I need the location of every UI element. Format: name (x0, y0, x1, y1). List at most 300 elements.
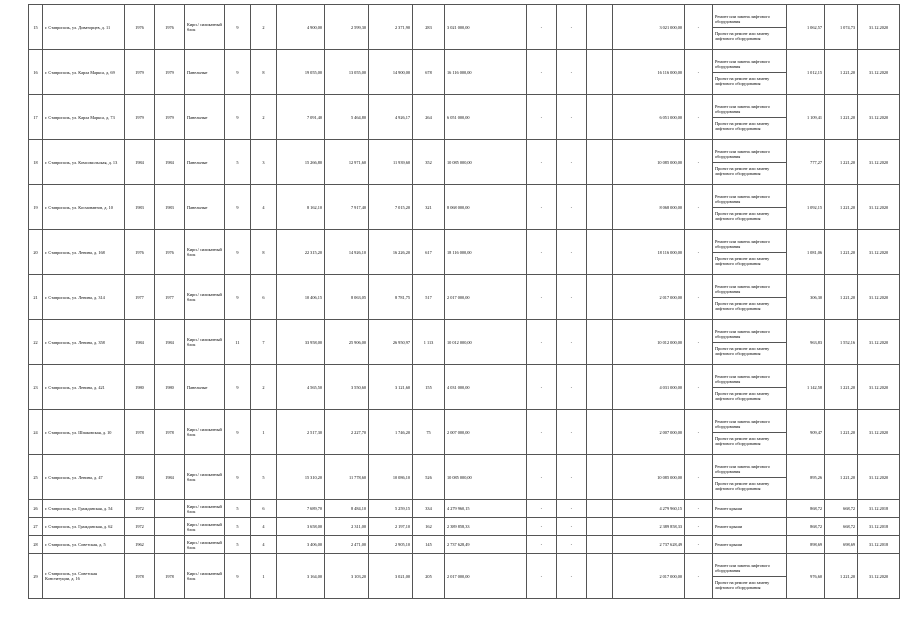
cell-fl: 9 (225, 185, 251, 230)
cell-d2: - (557, 455, 587, 500)
cell-tot: 4 279 960,15 (445, 500, 527, 518)
empty-cell (587, 410, 613, 455)
cell-mat: Панельные (185, 95, 225, 140)
work-type-primary: Ремонт или замена лифтового оборудования (713, 419, 786, 433)
cell-u1: 1 081,06 (787, 230, 825, 275)
empty-cell (587, 518, 613, 536)
cell-a1: 7 689,70 (277, 500, 325, 518)
cell-a1: 4 900,00 (277, 5, 325, 50)
work-type-cell (713, 518, 787, 536)
table-row (29, 455, 900, 500)
cell-en: 2 (251, 95, 277, 140)
cell-fund: 2 017 000,00 (613, 554, 685, 599)
empty-cell (587, 50, 613, 95)
work-type-cell (713, 5, 787, 50)
work-type-primary: Ремонт или замена лифтового оборудования (713, 284, 786, 298)
cell-tot: 10 085 000,00 (445, 455, 527, 500)
empty-cell (587, 5, 613, 50)
empty-cell (587, 185, 613, 230)
cell-u2: 1 221,20 (825, 455, 858, 500)
cell-dt: 31.12.2020 (858, 410, 900, 455)
cell-a2: 3 550,60 (325, 365, 369, 410)
work-type-secondary: Проект на ремонт или замену лифтового оборудования (715, 579, 770, 590)
cell-y1: 1979 (125, 95, 155, 140)
cell-mat: Кирп./ силикатный блок (185, 554, 225, 599)
table-row (29, 230, 900, 275)
cell-mat: Кирп./ силикатный блок (185, 230, 225, 275)
table-row (29, 5, 900, 50)
cell-a3: 26 950,97 (369, 320, 413, 365)
cell-d1: - (527, 50, 557, 95)
cell-fund: 10 085 000,00 (613, 455, 685, 500)
cell-fund: 4 279 960,15 (613, 500, 685, 518)
cell-y2: 1983 (155, 185, 185, 230)
empty-cell (587, 500, 613, 518)
cell-fund: 3 021 000,00 (613, 5, 685, 50)
work-type-secondary: Проект на ремонт или замену лифтового оборудования (715, 210, 770, 221)
table-row (29, 410, 900, 455)
cell-dt: 31.12.2020 (858, 320, 900, 365)
table-row (29, 95, 900, 140)
cell-d1: - (527, 95, 557, 140)
cell-en: 4 (251, 185, 277, 230)
cell-a2: 12 971,60 (325, 140, 369, 185)
cell-u1: 868,72 (787, 500, 825, 518)
cell-d2: - (557, 50, 587, 95)
cell-d1: - (527, 500, 557, 518)
cell-y1: 1983 (125, 185, 155, 230)
work-type-primary: Ремонт крыши (715, 542, 743, 547)
table-row (29, 320, 900, 365)
cell-fund: 4 031 000,00 (613, 365, 685, 410)
cell-d1: - (527, 410, 557, 455)
work-type-cell (713, 365, 787, 410)
cell-addr: г. Ставрополь, ул. Карла Маркса, д. 73 (43, 95, 125, 140)
cell-fl: 5 (225, 500, 251, 518)
work-type-secondary: Проект на ремонт или замену лифтового оборудования (715, 255, 770, 266)
cell-n: 23 (29, 365, 43, 410)
work-type-secondary: Проект на ремонт или замену лифтового оборудования (715, 345, 770, 356)
cell-tot: 3 021 000,00 (445, 5, 527, 50)
cell-y2: 1984 (155, 140, 185, 185)
table-row (29, 518, 900, 536)
cell-res: 526 (413, 455, 445, 500)
cell-tot: 2 737 628,49 (445, 536, 527, 554)
cell-y2: 1984 (155, 320, 185, 365)
cell-n: 26 (29, 500, 43, 518)
cell-res: 334 (413, 500, 445, 518)
cell-dt: 31.12.2020 (858, 95, 900, 140)
cell-dt: 31.12.2018 (858, 500, 900, 518)
cell-y1: 1978 (125, 410, 155, 455)
cell-addr: г. Ставрополь, ул. Доваторцев, д. 11 (43, 5, 125, 50)
empty-cell (587, 230, 613, 275)
cell-y2 (155, 500, 185, 518)
cell-y2: 1976 (155, 5, 185, 50)
work-type-primary: Ремонт крыши (715, 524, 743, 529)
cell-u2: 1 221,20 (825, 554, 858, 599)
cell-u2: 1 074,73 (825, 5, 858, 50)
cell-y2: 1978 (155, 554, 185, 599)
cell-u1: 1 092,15 (787, 185, 825, 230)
cell-mat: Кирп./ силикатный блок (185, 455, 225, 500)
cell-u2: 1 221,20 (825, 230, 858, 275)
cell-d1: - (527, 275, 557, 320)
cell-a1: 22 315,20 (277, 230, 325, 275)
cell-addr: г. Ставрополь, ул. Карла Маркса, д. 69 (43, 50, 125, 95)
cell-a2: 11 778,60 (325, 455, 369, 500)
cell-res: 1 113 (413, 320, 445, 365)
cell-fl: 5 (225, 140, 251, 185)
cell-a2: 2 471,00 (325, 536, 369, 554)
cell-n: 21 (29, 275, 43, 320)
cell-d1: - (527, 518, 557, 536)
cell-mat: Кирп./ силикатный блок (185, 5, 225, 50)
cell-a1: 3 406,00 (277, 536, 325, 554)
cell-n: 27 (29, 518, 43, 536)
cell-n: 17 (29, 95, 43, 140)
cell-u2: 1 221,20 (825, 95, 858, 140)
cell-y2: 1978 (155, 410, 185, 455)
work-type-secondary: Проект на ремонт или замену лифтового оборудования (715, 30, 770, 41)
cell-a3: 16 226,20 (369, 230, 413, 275)
cell-u2: 1 221,20 (825, 185, 858, 230)
cell-mat: Панельные (185, 365, 225, 410)
cell-d3: - (685, 95, 713, 140)
cell-u2: 1 221,20 (825, 50, 858, 95)
cell-d1: - (527, 554, 557, 599)
cell-a3: 2 197,10 (369, 518, 413, 536)
cell-fl: 9 (225, 50, 251, 95)
cell-a2: 3 103,20 (325, 554, 369, 599)
cell-addr: г. Ставрополь, ул. Ленина, д. 168 (43, 230, 125, 275)
cell-dt: 31.12.2020 (858, 365, 900, 410)
cell-tot: 8 068 000,00 (445, 185, 527, 230)
cell-tot: 2 389 858,33 (445, 518, 527, 536)
cell-d3: - (685, 5, 713, 50)
cell-mat: Панельные (185, 140, 225, 185)
cell-d2: - (557, 410, 587, 455)
work-type-cell (713, 275, 787, 320)
cell-tot: 2 017 000,00 (445, 554, 527, 599)
cell-a1: 4 565,50 (277, 365, 325, 410)
cell-y2: 1976 (155, 230, 185, 275)
cell-en: 7 (251, 320, 277, 365)
cell-u1: 868,72 (787, 518, 825, 536)
cell-d1: - (527, 5, 557, 50)
cell-u1: 1 142,58 (787, 365, 825, 410)
cell-a2: 2 227,70 (325, 410, 369, 455)
cell-mat: Кирп./ силикатный блок (185, 500, 225, 518)
cell-addr: г. Ставрополь, ул. Космонавтов, д. 10 (43, 185, 125, 230)
cell-u1: 898,69 (787, 536, 825, 554)
cell-dt: 31.12.2020 (858, 554, 900, 599)
cell-y1: 1972 (125, 500, 155, 518)
cell-en: 2 (251, 5, 277, 50)
cell-y1: 1980 (125, 365, 155, 410)
cell-d2: - (557, 500, 587, 518)
cell-a3: 4 926,17 (369, 95, 413, 140)
cell-tot: 4 031 000,00 (445, 365, 527, 410)
work-type-primary: Ремонт или замена лифтового оборудования (713, 374, 786, 388)
work-type-cell (713, 230, 787, 275)
cell-res: 205 (413, 554, 445, 599)
cell-u2: 1 221,20 (825, 275, 858, 320)
cell-a1: 15 266,80 (277, 140, 325, 185)
table-row (29, 140, 900, 185)
cell-n: 15 (29, 5, 43, 50)
cell-res: 352 (413, 140, 445, 185)
cell-mat: Кирп./ силикатный блок (185, 275, 225, 320)
cell-dt: 31.12.2020 (858, 5, 900, 50)
cell-n: 20 (29, 230, 43, 275)
cell-d3: - (685, 230, 713, 275)
empty-cell (587, 140, 613, 185)
work-type-secondary: Проект на ремонт или замену лифтового оборудования (715, 165, 770, 176)
cell-fund: 16 116 000,00 (613, 50, 685, 95)
cell-addr: г. Ставрополь, ул. Гражданская, д. 62 (43, 518, 125, 536)
cell-d3: - (685, 500, 713, 518)
cell-mat: Кирп./ силикатный блок (185, 410, 225, 455)
cell-en: 8 (251, 230, 277, 275)
cell-a2: 7 917,40 (325, 185, 369, 230)
cell-fund: 2 017 000,00 (613, 275, 685, 320)
cell-dt: 31.12.2020 (858, 230, 900, 275)
work-type-secondary: Проект на ремонт или замену лифтового оборудования (715, 390, 770, 401)
work-type-primary: Ремонт или замена лифтового оборудования (713, 59, 786, 73)
cell-res: 617 (413, 230, 445, 275)
cell-dt: 31.12.2020 (858, 185, 900, 230)
empty-cell (587, 536, 613, 554)
cell-d3: - (685, 140, 713, 185)
cell-dt: 31.12.2018 (858, 536, 900, 554)
cell-y2: 1979 (155, 95, 185, 140)
cell-a2: 5 464,80 (325, 95, 369, 140)
cell-en: 1 (251, 554, 277, 599)
cell-en: 2 (251, 365, 277, 410)
empty-cell (587, 365, 613, 410)
cell-y1: 1977 (125, 275, 155, 320)
cell-dt: 31.12.2020 (858, 275, 900, 320)
cell-a1: 3 658,00 (277, 518, 325, 536)
cell-y2: 1979 (155, 50, 185, 95)
cell-u2: 1 552,16 (825, 320, 858, 365)
cell-fund: 10 085 000,00 (613, 140, 685, 185)
cell-addr: г. Ставрополь, ул. Комсомольская, д. 13 (43, 140, 125, 185)
cell-n: 19 (29, 185, 43, 230)
empty-cell (587, 95, 613, 140)
table-row (29, 554, 900, 599)
work-type-cell (713, 455, 787, 500)
cell-d2: - (557, 5, 587, 50)
cell-d3: - (685, 410, 713, 455)
cell-d3: - (685, 365, 713, 410)
cell-fl: 9 (225, 95, 251, 140)
cell-u1: 976,60 (787, 554, 825, 599)
cell-u1: 306,30 (787, 275, 825, 320)
cell-en: 4 (251, 536, 277, 554)
cell-a3: 7 015,20 (369, 185, 413, 230)
cell-en: 3 (251, 140, 277, 185)
cell-a3: 5 259,15 (369, 500, 413, 518)
cell-fund: 18 116 000,00 (613, 230, 685, 275)
cell-d2: - (557, 275, 587, 320)
cell-mat: Кирп./ силикатный блок (185, 320, 225, 365)
cell-a2: 2 599,30 (325, 5, 369, 50)
cell-fl: 9 (225, 5, 251, 50)
cell-en: 8 (251, 50, 277, 95)
cell-fl: 9 (225, 230, 251, 275)
cell-res: 155 (413, 365, 445, 410)
cell-res: 321 (413, 185, 445, 230)
cell-n: 18 (29, 140, 43, 185)
cell-res: 75 (413, 410, 445, 455)
cell-fund: 10 012 000,00 (613, 320, 685, 365)
cell-res: 678 (413, 50, 445, 95)
cell-res: 283 (413, 5, 445, 50)
cell-fl: 9 (225, 455, 251, 500)
cell-addr: г. Ставрополь, ул. Ленина, д. 358 (43, 320, 125, 365)
housing-repair-table (28, 4, 900, 599)
cell-d1: - (527, 185, 557, 230)
cell-a3: 11 939,60 (369, 140, 413, 185)
cell-a2: 8 484,10 (325, 500, 369, 518)
cell-u2: 1 221,20 (825, 365, 858, 410)
cell-a2: 8 063,05 (325, 275, 369, 320)
cell-d3: - (685, 554, 713, 599)
cell-fl: 9 (225, 554, 251, 599)
work-type-cell (713, 320, 787, 365)
cell-a2: 25 906,00 (325, 320, 369, 365)
cell-a3: 3 121,60 (369, 365, 413, 410)
cell-y1: 1976 (125, 230, 155, 275)
work-type-secondary: Проект на ремонт или замену лифтового оборудования (715, 75, 770, 86)
cell-u2: 1 221,20 (825, 410, 858, 455)
table-row (29, 50, 900, 95)
cell-fl: 5 (225, 518, 251, 536)
cell-u1: 963,83 (787, 320, 825, 365)
cell-dt: 31.12.2020 (858, 455, 900, 500)
cell-addr: г. Ставрополь, ул. Ленина, д. 47 (43, 455, 125, 500)
cell-dt: 31.12.2020 (858, 50, 900, 95)
cell-mat: Кирп./ силикатный блок (185, 536, 225, 554)
cell-d1: - (527, 365, 557, 410)
cell-u2: 698,69 (825, 536, 858, 554)
cell-res: 517 (413, 275, 445, 320)
work-type-primary: Ремонт или замена лифтового оборудования (713, 464, 786, 478)
cell-a1: 7 091,40 (277, 95, 325, 140)
cell-fl: 9 (225, 275, 251, 320)
cell-tot: 18 116 000,00 (445, 230, 527, 275)
table-row (29, 500, 900, 518)
cell-d1: - (527, 320, 557, 365)
cell-a1: 19 055,00 (277, 50, 325, 95)
cell-d3: - (685, 185, 713, 230)
cell-a2: 13 055,00 (325, 50, 369, 95)
cell-addr: г. Ставрополь, ул. Ленина, д. 421 (43, 365, 125, 410)
work-type-secondary: Проект на ремонт или замену лифтового оборудования (715, 300, 770, 311)
cell-d3: - (685, 455, 713, 500)
work-type-primary: Ремонт или замена лифтового оборудования (713, 104, 786, 118)
cell-en: 6 (251, 275, 277, 320)
work-type-primary: Ремонт или замена лифтового оборудования (713, 239, 786, 253)
cell-fund: 2 007 000,00 (613, 410, 685, 455)
cell-a3: 1 746,20 (369, 410, 413, 455)
cell-u1: 909,47 (787, 410, 825, 455)
cell-tot: 2 007 000,00 (445, 410, 527, 455)
cell-u2: 1 221,20 (825, 140, 858, 185)
cell-addr: г. Ставрополь, ул. Ленина, д. 314 (43, 275, 125, 320)
cell-a2: 2 311,00 (325, 518, 369, 536)
work-type-primary: Ремонт или замена лифтового оборудования (713, 14, 786, 28)
cell-d3: - (685, 518, 713, 536)
cell-u1: 777,27 (787, 140, 825, 185)
empty-cell (587, 554, 613, 599)
table-row (29, 185, 900, 230)
cell-d2: - (557, 554, 587, 599)
work-type-primary: Ремонт или замена лифтового оборудования (713, 149, 786, 163)
cell-y1: 1962 (125, 536, 155, 554)
cell-y1: 1972 (125, 518, 155, 536)
cell-y2: 1977 (155, 275, 185, 320)
table-row (29, 275, 900, 320)
cell-n: 22 (29, 320, 43, 365)
work-type-primary: Ремонт или замена лифтового оборудования (713, 329, 786, 343)
cell-tot: 10 012 000,00 (445, 320, 527, 365)
work-type-primary: Ремонт или замена лифтового оборудования (713, 563, 786, 577)
cell-fund: 2 737 628,49 (613, 536, 685, 554)
work-type-secondary: Проект на ремонт или замену лифтового оборудования (715, 435, 770, 446)
cell-y2: 1984 (155, 455, 185, 500)
cell-n: 28 (29, 536, 43, 554)
work-type-cell (713, 95, 787, 140)
cell-res: 145 (413, 536, 445, 554)
work-type-cell (713, 500, 787, 518)
cell-fund: 6 051 000,00 (613, 95, 685, 140)
cell-d2: - (557, 320, 587, 365)
cell-a3: 3 021,00 (369, 554, 413, 599)
cell-y1: 1984 (125, 320, 155, 365)
work-type-cell (713, 140, 787, 185)
cell-mat: Панельные (185, 185, 225, 230)
cell-d2: - (557, 365, 587, 410)
cell-addr: г. Ставрополь, ул. Советская, д. 5 (43, 536, 125, 554)
table-row (29, 536, 900, 554)
work-type-primary: Ремонт или замена лифтового оборудования (713, 194, 786, 208)
work-type-cell (713, 536, 787, 554)
cell-mat: Кирп./ силикатный блок (185, 518, 225, 536)
cell-y1: 1978 (125, 554, 155, 599)
cell-d2: - (557, 230, 587, 275)
cell-en: 4 (251, 518, 277, 536)
cell-fl: 9 (225, 410, 251, 455)
cell-en: 6 (251, 500, 277, 518)
cell-tot: 6 051 000,00 (445, 95, 527, 140)
work-type-cell (713, 50, 787, 95)
empty-cell (587, 320, 613, 365)
empty-cell (587, 455, 613, 500)
cell-a3: 8 781,75 (369, 275, 413, 320)
cell-en: 5 (251, 455, 277, 500)
cell-y1: 1984 (125, 140, 155, 185)
cell-d3: - (685, 50, 713, 95)
cell-en: 1 (251, 410, 277, 455)
cell-a1: 15 310,20 (277, 455, 325, 500)
cell-y1: 1976 (125, 5, 155, 50)
cell-a2: 14 926,10 (325, 230, 369, 275)
cell-d3: - (685, 320, 713, 365)
table-row (29, 365, 900, 410)
